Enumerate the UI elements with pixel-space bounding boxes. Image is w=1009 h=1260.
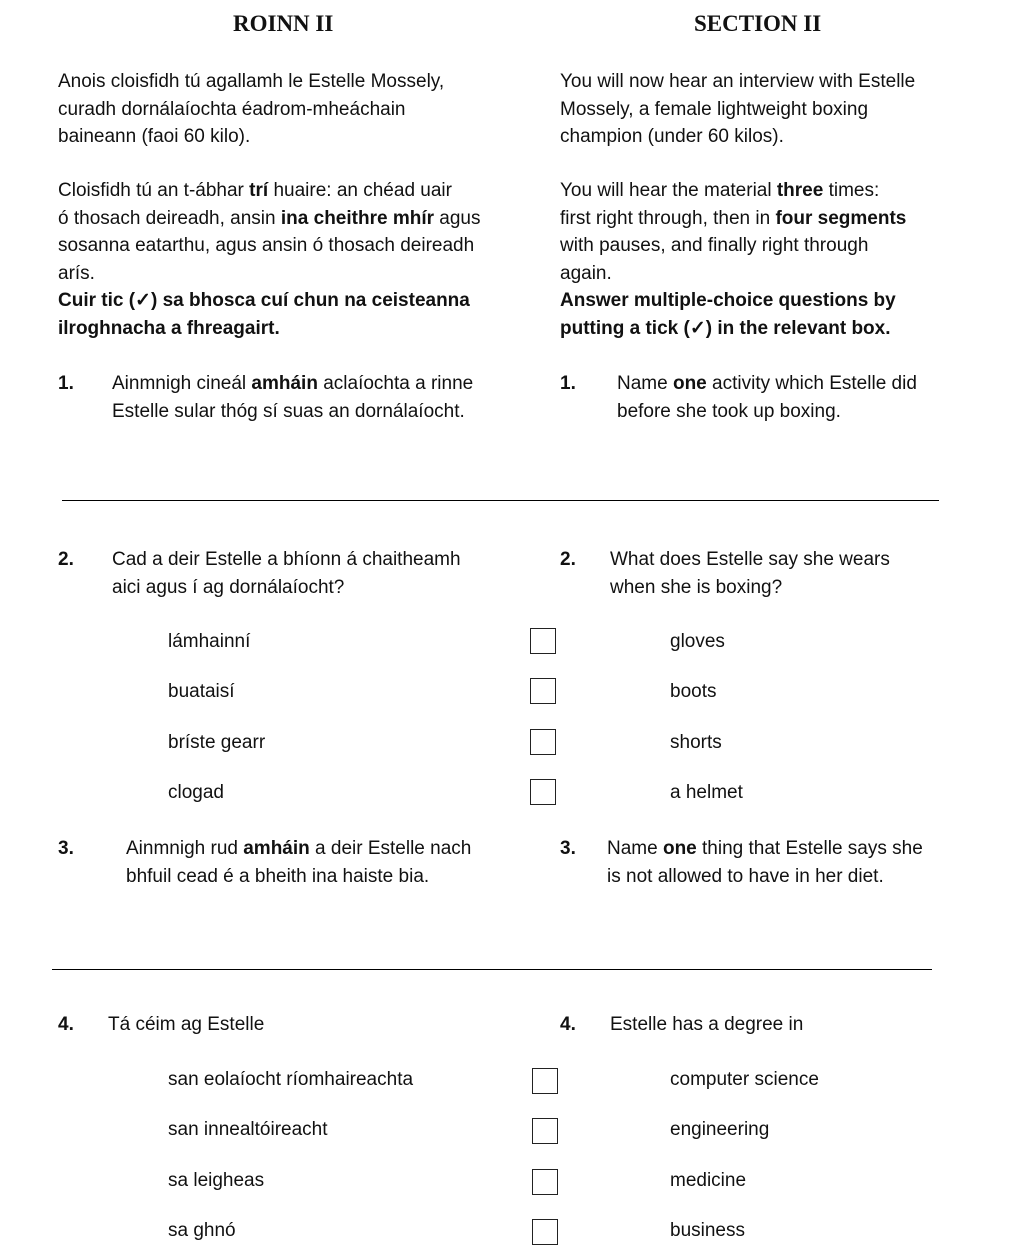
- q-bold: amháin: [243, 838, 310, 859]
- q2-number-irish: 2.: [58, 549, 74, 570]
- q-text: Ainmnigh cineál: [112, 373, 252, 394]
- q2-option-english: boots: [670, 681, 717, 702]
- intro-irish-line: curadh dornálaíochta éadrom-mheáchain: [58, 98, 406, 120]
- intro-english: [560, 68, 915, 151]
- q-text: activity which Estelle did: [706, 373, 917, 394]
- instr-bold: ina cheithre mhír: [280, 207, 434, 229]
- q2-irish: [112, 546, 461, 601]
- instructions-irish: [58, 177, 480, 342]
- instr-text: sosanna eatarthu, agus ansin ó thosach deireadh: [58, 235, 475, 256]
- q-text: Ainmnigh rud: [126, 838, 244, 859]
- intro-english-line: Mossely, a female lightweight boxing: [560, 98, 869, 120]
- q4-option-checkbox[interactable]: [532, 1118, 558, 1144]
- instructions-english: [560, 177, 906, 342]
- intro-irish-line: Anois cloisfidh tú agallamh le Estelle Mossely,: [58, 71, 445, 92]
- q-text: Name: [617, 373, 673, 394]
- q2-option-english: a helmet: [670, 782, 743, 803]
- q-text: Name: [607, 838, 663, 859]
- q4-irish: Tá céim ag Estelle: [108, 1014, 265, 1035]
- q4-english: Estelle has a degree in: [610, 1014, 804, 1035]
- q2-option-checkbox[interactable]: [530, 729, 556, 755]
- instr-text: You will hear the material: [560, 180, 777, 201]
- q-text: What does Estelle say she wears: [610, 549, 890, 570]
- q2-option-irish: lámhainní: [168, 631, 251, 652]
- q2-option-english: gloves: [670, 631, 725, 652]
- q4-option-irish: san innealtóireacht: [168, 1119, 328, 1140]
- q-text: when she is boxing?: [610, 576, 783, 598]
- q-text: aici agus í ag dornálaíocht?: [112, 576, 345, 598]
- q4-number-english: 4.: [560, 1014, 576, 1035]
- q4-option-english: engineering: [670, 1119, 770, 1140]
- instr-bold-line: ilroghnacha a fhreagairt.: [58, 317, 280, 339]
- q-bold: one: [672, 373, 707, 394]
- q1-answer-line[interactable]: [62, 500, 939, 501]
- q1-number-irish: 1.: [58, 373, 74, 394]
- instr-bold: four segments: [775, 207, 907, 229]
- q2-option-checkbox[interactable]: [530, 779, 556, 805]
- q-text: thing that Estelle says she: [696, 838, 923, 859]
- q4-option-checkbox[interactable]: [532, 1219, 558, 1245]
- q-bold: one: [662, 838, 697, 859]
- instr-bold-line: Cuir tic (✓) sa bhosca cuí chun na ceisteanna: [58, 290, 470, 311]
- instr-text: times:: [823, 180, 880, 201]
- q-text: Estelle sular thóg sí suas an dornálaíocht.: [112, 400, 465, 422]
- q-text: Cad a deir Estelle a bhíonn á chaitheamh: [112, 549, 461, 570]
- intro-english-line: champion (under 60 kilos).: [560, 126, 784, 147]
- instr-text: first right through, then in: [560, 207, 776, 229]
- q-bold: amháin: [251, 373, 318, 394]
- q4-option-irish: sa ghnó: [168, 1220, 236, 1241]
- intro-irish-line: baineann (faoi 60 kilo).: [58, 126, 251, 147]
- instr-text: ó thosach deireadh, ansin: [58, 207, 281, 229]
- q2-option-irish: clogad: [168, 782, 224, 803]
- intro-irish: [58, 68, 444, 151]
- q4-option-english: computer science: [670, 1069, 819, 1090]
- instr-bold: trí: [249, 180, 269, 201]
- q4-option-checkbox[interactable]: [532, 1169, 558, 1195]
- q-text: bhfuil cead é a bheith ina haiste bia.: [126, 865, 430, 887]
- q2-option-checkbox[interactable]: [530, 678, 556, 704]
- q4-option-irish: sa leigheas: [168, 1170, 265, 1191]
- instr-text: Cloisfidh tú an t-ábhar: [58, 180, 250, 201]
- q-text: is not allowed to have in her diet.: [607, 865, 884, 887]
- q1-english: [617, 370, 917, 425]
- q2-option-checkbox[interactable]: [530, 628, 556, 654]
- instr-text: arís.: [58, 262, 95, 284]
- q3-number-irish: 3.: [58, 838, 74, 859]
- q2-option-irish: bríste gearr: [168, 732, 266, 753]
- heading-irish: ROINN II: [233, 11, 334, 36]
- q4-number-irish: 4.: [58, 1014, 74, 1035]
- q4-option-irish: san eolaíocht ríomhaireachta: [168, 1069, 414, 1090]
- instr-bold-line: putting a tick (✓) in the relevant box.: [560, 317, 891, 339]
- heading-english: SECTION II: [694, 11, 822, 36]
- q3-irish: [126, 835, 471, 890]
- q3-english: [607, 835, 923, 890]
- q3-answer-line[interactable]: [52, 969, 932, 970]
- q2-number-english: 2.: [560, 549, 576, 570]
- instr-text: huaire: an chéad uair: [268, 180, 452, 201]
- q1-irish: [112, 370, 473, 425]
- q4-option-checkbox[interactable]: [532, 1068, 558, 1094]
- q2-option-irish: buataisí: [168, 681, 235, 702]
- instr-text: agus: [434, 207, 481, 229]
- q4-option-english: business: [670, 1220, 745, 1241]
- instr-text: again.: [560, 262, 612, 284]
- q-text: a deir Estelle nach: [309, 838, 472, 859]
- q2-english: [610, 546, 890, 601]
- instr-bold: three: [776, 180, 824, 201]
- q3-number-english: 3.: [560, 838, 576, 859]
- q1-number-english: 1.: [560, 373, 576, 394]
- q4-option-english: medicine: [670, 1170, 747, 1191]
- instr-bold-line: Answer multiple-choice questions by: [560, 290, 896, 311]
- intro-english-line: You will now hear an interview with Estelle: [560, 71, 916, 92]
- q-text: before she took up boxing.: [617, 400, 841, 422]
- instr-text: with pauses, and finally right through: [560, 235, 869, 256]
- q-text: aclaíochta a rinne: [317, 373, 474, 394]
- q2-option-english: shorts: [670, 732, 722, 753]
